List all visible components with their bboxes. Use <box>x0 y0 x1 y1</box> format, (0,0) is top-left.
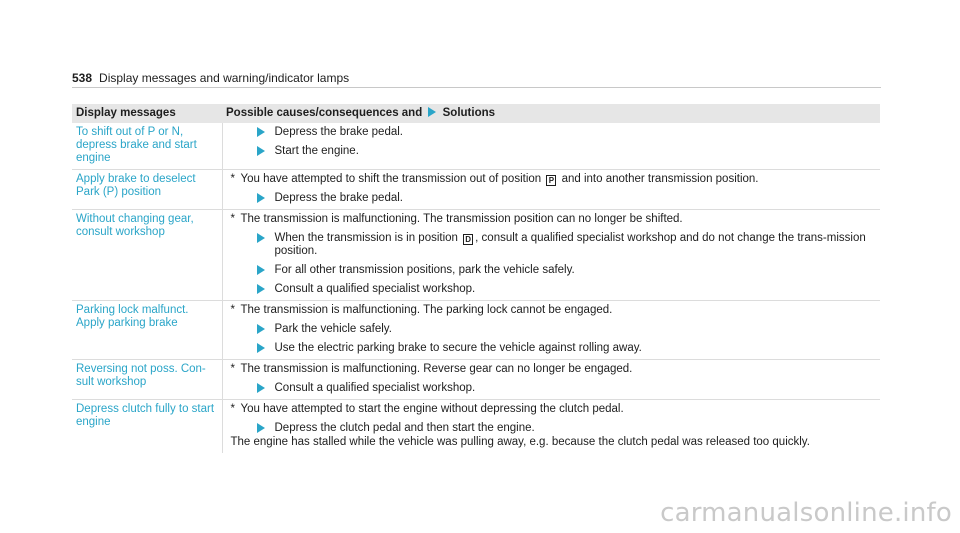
solution-step <box>257 382 877 395</box>
solution-step <box>257 342 877 355</box>
table-header-row <box>72 104 880 123</box>
cause-item: * You have attempted to start the engine without depressing the clutch pedal. <box>230 403 624 415</box>
solution-step <box>257 145 877 158</box>
solution-cell <box>222 301 880 360</box>
solution-cell <box>222 170 880 210</box>
step-text: Park the vehicle safely. <box>274 323 392 335</box>
note-text: The engine has stalled while the vehicle was pulling away, e.g. because the clutch pedal was released too quickly. <box>230 436 810 448</box>
step-text: Depress the brake pedal. <box>274 192 403 204</box>
solution-arrow-icon <box>257 423 265 433</box>
cause-text: You have attempted to shift the transmission out of position <box>240 173 542 185</box>
solution-arrow-icon <box>257 233 265 243</box>
step-text: Depress the brake pedal. <box>274 126 403 138</box>
display-messages-table <box>72 104 880 453</box>
display-message: Apply brake to deselect Park (P) position <box>72 170 222 210</box>
solution-cell <box>222 210 880 301</box>
cause-text: The transmission is malfunctioning. The transmission position can no longer be shifted. <box>240 213 683 225</box>
table-row <box>72 210 880 301</box>
step-text: , consult a qualified specialist workshop and do not change the trans-mission position. <box>274 232 866 257</box>
cause-item: * You have attempted to shift the transmission out of position P and into another transmission position. <box>230 173 759 185</box>
solution-arrow-icon <box>257 284 265 294</box>
column-header-messages: Display messages <box>72 104 222 123</box>
table-row <box>72 400 880 454</box>
step-text: Start the engine. <box>274 145 359 157</box>
table-row <box>72 123 880 170</box>
gear-d-icon: D <box>463 234 473 245</box>
step-text: Use the electric parking brake to secure the vehicle against rolling away. <box>274 342 642 354</box>
step-text: When the transmission is in position <box>274 232 458 244</box>
column-header-solutions-prefix: Possible causes/consequences and <box>226 107 423 119</box>
solution-step <box>257 323 877 336</box>
table-row <box>72 301 880 360</box>
step-text: Consult a qualified specialist workshop. <box>274 283 476 295</box>
solution-arrow-icon <box>257 383 265 393</box>
table-row <box>72 170 880 210</box>
cause-item: * The transmission is malfunctioning. Reverse gear can no longer be engaged. <box>230 363 633 375</box>
display-message: Reversing not poss. Con-sult workshop <box>72 360 222 400</box>
display-message: Without changing gear, consult workshop <box>72 210 222 301</box>
solution-arrow-icon <box>257 324 265 334</box>
table-row <box>72 360 880 400</box>
page-number: 538 <box>72 71 93 85</box>
cause-text: and into another transmission position. <box>561 173 759 185</box>
solution-step <box>257 264 877 277</box>
cause-text: The transmission is malfunctioning. The parking lock cannot be engaged. <box>240 304 613 316</box>
solution-arrow-icon <box>428 107 436 117</box>
solution-arrow-icon <box>257 146 265 156</box>
solution-step <box>257 192 877 205</box>
gear-p-icon: P <box>546 175 556 186</box>
column-header-solutions <box>222 104 880 123</box>
cause-text: You have attempted to start the engine without depressing the clutch pedal. <box>240 403 624 415</box>
display-message: Depress clutch fully to start engine <box>72 400 222 454</box>
solution-cell <box>222 360 880 400</box>
solution-cell <box>222 400 880 454</box>
solution-step <box>257 422 877 435</box>
display-message: Parking lock malfunct. Apply parking brake <box>72 301 222 360</box>
step-text: Depress the clutch pedal and then start the engine. <box>274 422 535 434</box>
cause-text: The transmission is malfunctioning. Reverse gear can no longer be engaged. <box>240 363 633 375</box>
header-divider <box>72 87 881 88</box>
solution-cell <box>222 123 880 170</box>
solution-arrow-icon <box>257 193 265 203</box>
solution-step <box>257 126 877 139</box>
column-header-solutions-suffix: Solutions <box>442 107 496 119</box>
solution-step <box>257 232 877 258</box>
step-text: For all other transmission positions, park the vehicle safely. <box>274 264 575 276</box>
cause-item: * The transmission is malfunctioning. The parking lock cannot be engaged. <box>230 304 613 316</box>
cause-item: * The transmission is malfunctioning. The transmission position can no longer be shifted. <box>230 213 683 225</box>
solution-step <box>257 283 877 296</box>
display-message: To shift out of P or N, depress brake and start engine <box>72 123 222 170</box>
solution-arrow-icon <box>257 265 265 275</box>
page-header <box>72 71 880 87</box>
step-text: Consult a qualified specialist workshop. <box>274 382 476 394</box>
watermark: carmanualsonline.info <box>660 498 952 528</box>
solution-arrow-icon <box>257 343 265 353</box>
page-title: Display messages and warning/indicator lamps <box>99 71 350 85</box>
solution-arrow-icon <box>257 127 265 137</box>
